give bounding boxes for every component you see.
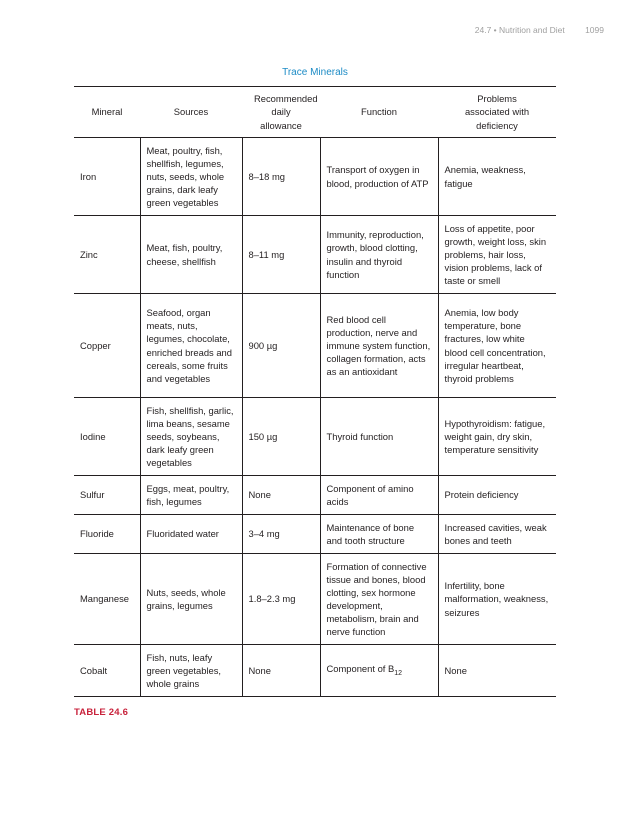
- table-title: Trace Minerals: [282, 67, 348, 78]
- cell-rda: 8–18 mg: [242, 138, 320, 216]
- cell-mineral: Copper: [74, 294, 140, 398]
- cell-function: Formation of connective tissue and bones, blood clotting, sex hormone development, metabolism, brain and nerve function: [320, 554, 438, 645]
- cell-mineral: Fluoride: [74, 515, 140, 554]
- header-row: [74, 87, 556, 138]
- cell-deficiency: Anemia, low body temperature, bone fractures, low white blood cell concentration, irregular heartbeat, thyroid problems: [438, 294, 556, 398]
- table-row: [74, 476, 556, 515]
- cell-deficiency: None: [438, 645, 556, 697]
- header-function: Function: [320, 87, 438, 138]
- cell-deficiency: Anemia, weakness, fatigue: [438, 138, 556, 216]
- table-header: [74, 87, 556, 138]
- table-label: TABLE 24.6: [74, 707, 129, 718]
- cell-mineral: Iron: [74, 138, 140, 216]
- cell-deficiency: Infertility, bone malformation, weakness, seizures: [438, 554, 556, 645]
- table-row: [74, 216, 556, 294]
- cell-function: Thyroid function: [320, 398, 438, 476]
- cell-sources: Seafood, organ meats, nuts, legumes, chocolate, enriched breads and cereals, some fruits and vegetables: [140, 294, 242, 398]
- table-body: [74, 138, 556, 697]
- cell-mineral: Sulfur: [74, 476, 140, 515]
- page-number: 1099: [585, 25, 604, 35]
- table-row: [74, 645, 556, 697]
- cell-function-subscript: 12: [394, 669, 403, 677]
- cell-function: Red blood cell production, nerve and immune system function, collagen formation, acts as an antioxidant: [320, 294, 438, 398]
- cell-rda: None: [242, 645, 320, 697]
- table-row: [74, 138, 556, 216]
- table-row: [74, 554, 556, 645]
- table-row: [74, 294, 556, 398]
- cell-rda: 3–4 mg: [242, 515, 320, 554]
- cell-mineral: Iodine: [74, 398, 140, 476]
- running-head: [475, 25, 604, 35]
- cell-function: [320, 645, 438, 697]
- cell-deficiency: Loss of appetite, poor growth, weight loss, skin problems, hair loss, vision problems, lack of taste or smell: [438, 216, 556, 294]
- cell-function: Maintenance of bone and tooth structure: [320, 515, 438, 554]
- cell-sources: Fish, shellfish, garlic, lima beans, sesame seeds, soybeans, dark leafy green vegetables: [140, 398, 242, 476]
- header-sources: Sources: [140, 87, 242, 138]
- cell-rda: 1.8–2.3 mg: [242, 554, 320, 645]
- header-deficiency: Problems associated with deficiency: [438, 87, 556, 138]
- cell-sources: Nuts, seeds, whole grains, legumes: [140, 554, 242, 645]
- cell-deficiency: Protein deficiency: [438, 476, 556, 515]
- cell-function: Component of amino acids: [320, 476, 438, 515]
- table-row: [74, 515, 556, 554]
- cell-rda: None: [242, 476, 320, 515]
- running-head-section: 24.7 • Nutrition and Diet: [474, 25, 565, 35]
- cell-sources: Meat, fish, poultry, cheese, shellfish: [140, 216, 242, 294]
- table-row: [74, 398, 556, 476]
- cell-rda: 8–11 mg: [242, 216, 320, 294]
- cell-function-text: Component of B: [326, 662, 395, 674]
- cell-function: Immunity, reproduction, growth, blood clotting, insulin and thyroid function: [320, 216, 438, 294]
- header-rda: Recommended daily allowance: [242, 87, 320, 138]
- trace-minerals-table: [74, 86, 556, 697]
- cell-sources: Eggs, meat, poultry, fish, legumes: [140, 476, 242, 515]
- header-mineral: Mineral: [74, 87, 140, 138]
- cell-mineral: Zinc: [74, 216, 140, 294]
- cell-mineral: Manganese: [74, 554, 140, 645]
- cell-deficiency: Hypothyroidism: fatigue, weight gain, dry skin, temperature sensitivity: [438, 398, 556, 476]
- cell-sources: Fish, nuts, leafy green vegetables, whole grains: [140, 645, 242, 697]
- cell-function: Transport of oxygen in blood, production of ATP: [320, 138, 438, 216]
- cell-deficiency: Increased cavities, weak bones and teeth: [438, 515, 556, 554]
- cell-sources: Fluoridated water: [140, 515, 242, 554]
- cell-rda: 900 µg: [242, 294, 320, 398]
- cell-mineral: Cobalt: [74, 645, 140, 697]
- cell-sources: Meat, poultry, fish, shellfish, legumes, nuts, seeds, whole grains, dark leafy green vegetables: [140, 138, 242, 216]
- cell-rda: 150 µg: [242, 398, 320, 476]
